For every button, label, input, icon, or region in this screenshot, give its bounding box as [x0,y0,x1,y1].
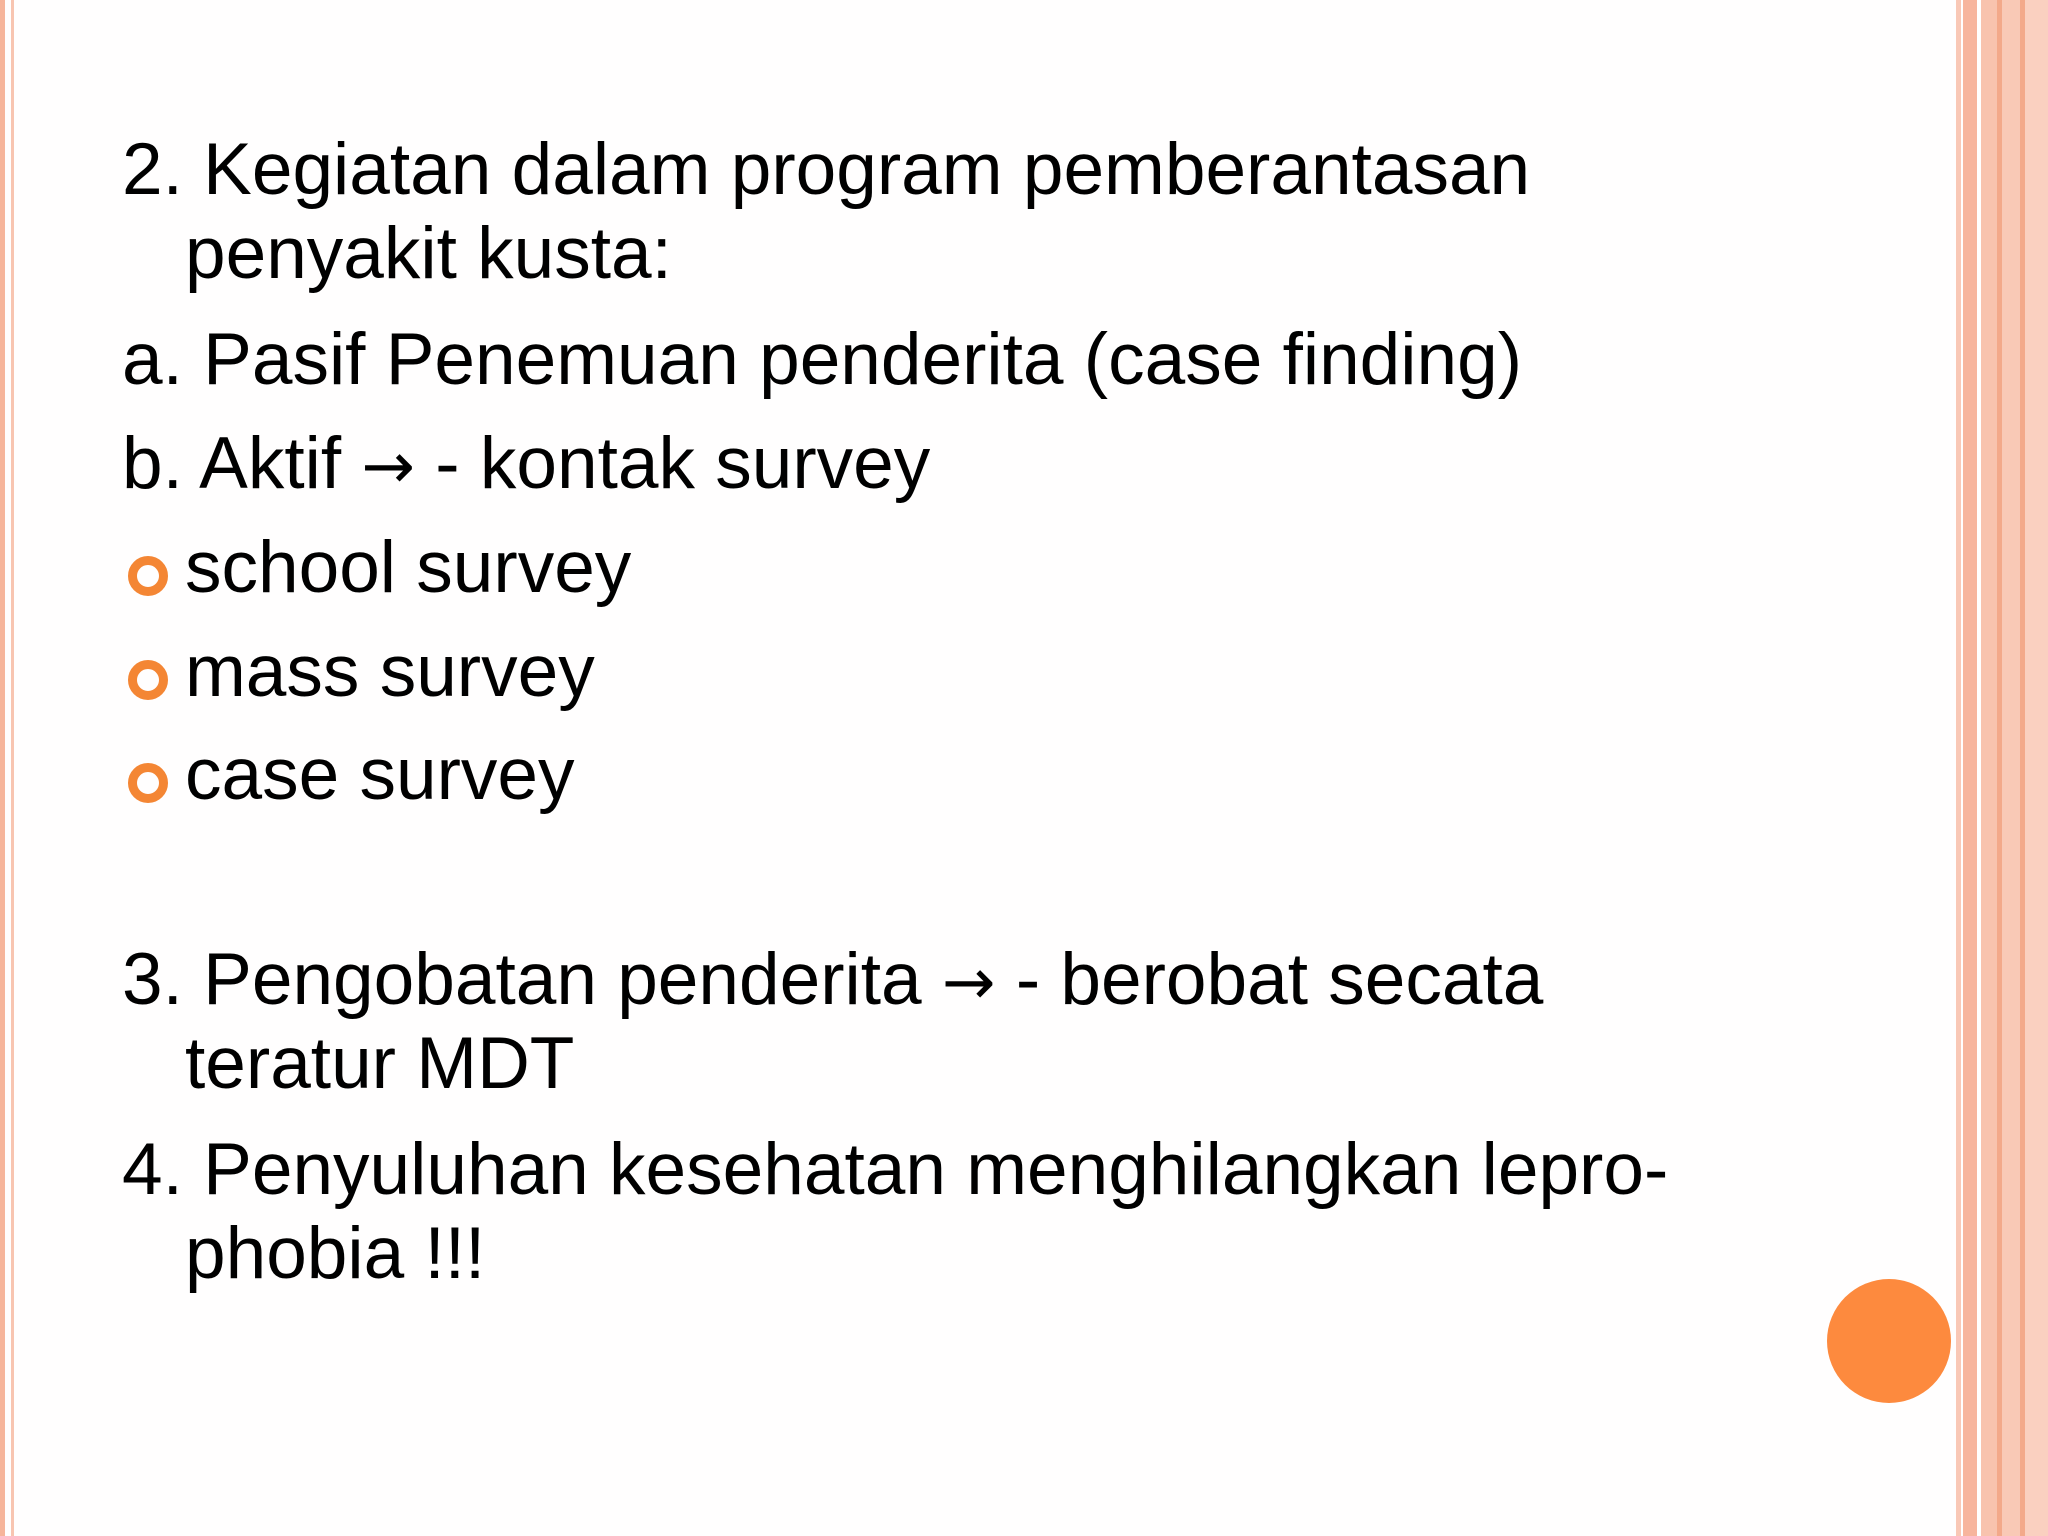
item-3-prefix: 3. Pengobatan penderita [122,939,942,1020]
arrow-right-icon: → [941,946,996,1020]
left-border-line [0,0,5,1536]
right-stripe [2025,0,2048,1536]
item-4-line-2: phobia !!! [185,1213,486,1294]
bullet-text: case survey [185,734,575,815]
item-a: a. Pasif Penemuan penderita (case finding) [122,319,1523,400]
ring-bullet-icon [128,660,168,700]
left-border-line-inner [11,0,14,1536]
item-3-suffix: - berobat secata [995,939,1544,1020]
ring-bullet-icon [128,763,168,803]
right-stripe [1981,0,1997,1536]
item-3-line-2: teratur MDT [185,1023,575,1104]
item-3-line-1 [122,938,1543,1025]
right-stripe [1963,0,1977,1536]
item-b [122,422,930,509]
item-b-prefix: b. Aktif [122,423,362,504]
arrow-right-icon: → [361,430,416,504]
ring-bullet-icon [128,556,168,596]
bullet-text: mass survey [185,631,595,712]
item-2-line-2: penyakit kusta: [185,213,672,294]
right-stripe [2002,0,2020,1536]
right-stripe [1956,0,1961,1536]
item-2-line-1: 2. Kegiatan dalam program pemberantasan [122,129,1531,210]
decorative-orange-circle [1827,1279,1951,1403]
item-4-line-1: 4. Penyuluhan kesehatan menghilangkan lepro- [122,1129,1669,1210]
bullet-text: school survey [185,527,632,608]
item-b-suffix: - kontak survey [415,423,931,504]
